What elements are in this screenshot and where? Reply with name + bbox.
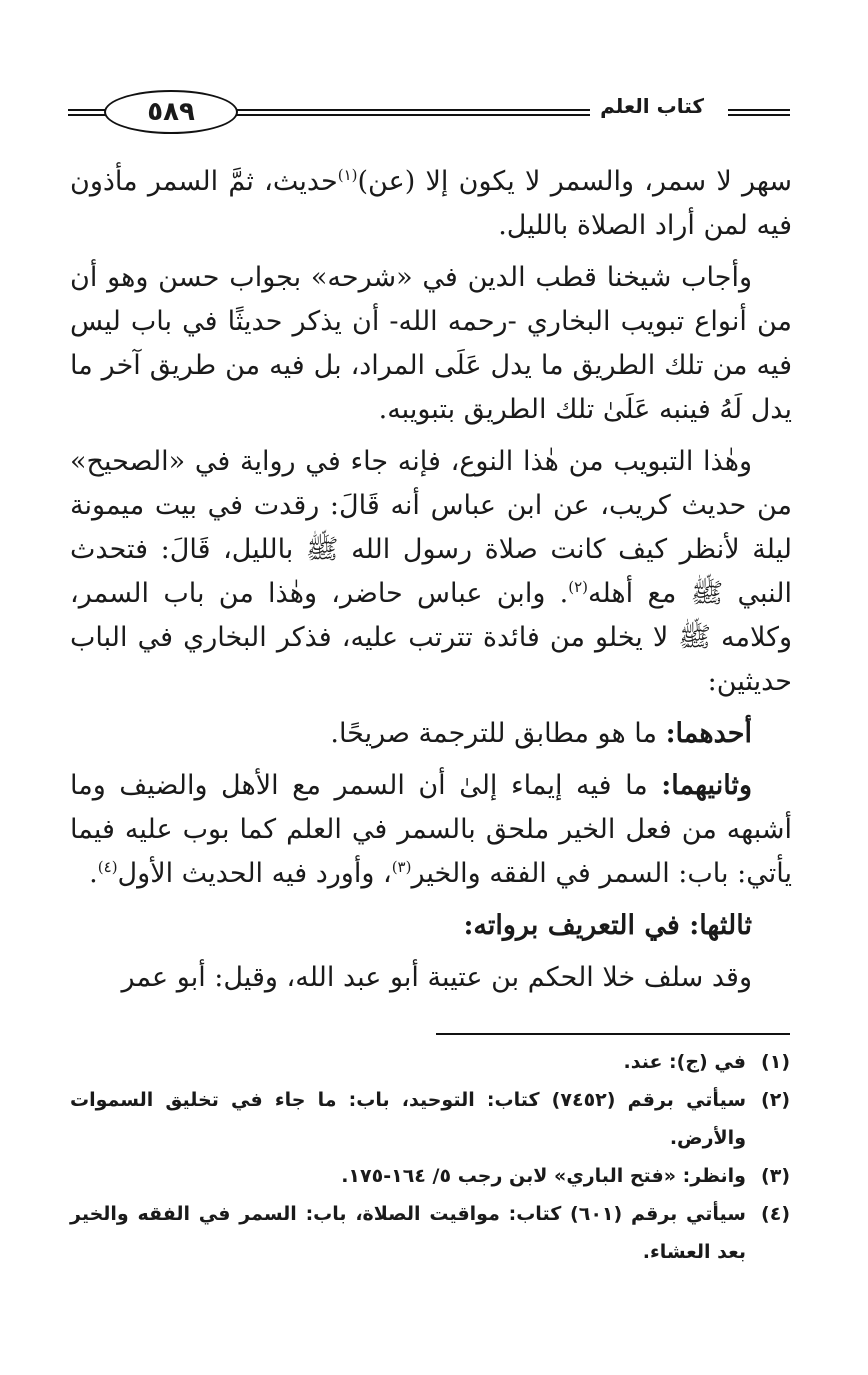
paragraph-3 [70, 440, 792, 704]
paragraph-5-lead: وثانيهما: [661, 770, 752, 801]
footnote-ref-3: (٣) [391, 858, 412, 876]
paragraph-5-text-c: . [89, 858, 98, 889]
footnote-text: سيأتي برقم (٧٤٥٢) كتاب: التوحيد، باب: ما جاء في تخليق السموات والأرض. [70, 1089, 747, 1149]
footnote-number: (١) [761, 1051, 790, 1073]
footnote-number: (٢) [761, 1089, 790, 1111]
paragraph-1 [70, 160, 792, 248]
paragraph-3-text-a: وهٰذا التبويب من هٰذا النوع، فإنه جاء في رواية في «الصحيح» من حديث كريب، عن ابن عباس أنه قَالَ: رقدت في بيت ميمونة ليلة لأنظر كيف كانت صلاة رسول الله ﷺ بالليل، قَالَ: فتحدث النبي ﷺ مع أهله [70, 446, 792, 609]
footnote-text: سيأتي برقم (٦٠١) كتاب: مواقيت الصلاة، باب: السمر في الفقه والخير بعد العشاء. [70, 1203, 746, 1263]
footnote-4 [70, 1195, 790, 1271]
footnote-text: في (ج): عند. [623, 1051, 746, 1073]
footnote-number: (٣) [761, 1165, 790, 1187]
page-number: ٥٨٩ [147, 97, 195, 127]
footnote-2 [70, 1081, 790, 1157]
paragraph-1-text-b: حديث، ثمَّ السمر مأذون فيه لمن أراد الصلاة بالليل. [70, 166, 792, 241]
paragraph-4-text: ما هو مطابق للترجمة صريحًا. [330, 718, 666, 749]
paragraph-2: وأجاب شيخنا قطب الدين في «شرحه» بجواب حسن وهو أن من أنواع تبويب البخاري -رحمه الله- أن يذكر حديثًا في باب ليس فيه من تلك الطريق ما يدل عَلَى المراد، بل فيه من طريق آخر ما يدل لَهُ فينبه عَلَىٰ تلك الطريق بتبويبه. [70, 262, 792, 425]
paragraph-4 [70, 712, 792, 756]
paragraph-4-lead: أحدهما: [665, 718, 752, 749]
footnote-ref-4: (٤) [97, 858, 118, 876]
footnote-ref-2: (٢) [568, 578, 589, 596]
page-number-badge [104, 90, 238, 134]
paragraph-5-text-a: ما فيه إيماء إلىٰ أن السمر مع الأهل والضيف وما أشبهه من فعل الخير ملحق بالسمر في العلم كما بوب عليه فيما يأتي: باب: السمر في الفقه والخير [70, 770, 792, 889]
footnotes [70, 1043, 790, 1271]
paragraph-5 [70, 764, 792, 896]
running-title: كتاب العلم [590, 94, 714, 118]
paragraph-7: وقد سلف خلا الحكم بن عتيبة أبو عبد الله، وقيل: أبو عمر [121, 962, 752, 993]
footnote-3 [70, 1157, 790, 1195]
paragraph-3-text-b: . وابن عباس حاضر، وهٰذا من باب السمر، وكلامه ﷺ لا يخلو من فائدة تترتب عليه، فذكر البخاري في الباب حديثين: [70, 578, 792, 697]
footnote-ref-1: (١) [337, 166, 358, 184]
footnote-text: وانظر: «فتح الباري» لابن رجب ٥/ ١٦٤-١٧٥. [341, 1165, 746, 1187]
paragraph-5-text-b: ، وأورد فيه الحديث الأول [117, 858, 392, 889]
footnote-number: (٤) [761, 1203, 790, 1225]
footnote-separator [436, 1033, 790, 1035]
main-text [70, 160, 792, 1008]
footnote-1 [70, 1043, 790, 1081]
section-heading: ثالثها: في التعريف برواته: [463, 910, 752, 941]
header-rule-middle [178, 109, 618, 116]
page-header [68, 88, 790, 144]
header-rule-right [728, 109, 790, 116]
paragraph-1-text-a: سهر لا سمر، والسمر لا يكون إلا (عن) [357, 166, 792, 197]
